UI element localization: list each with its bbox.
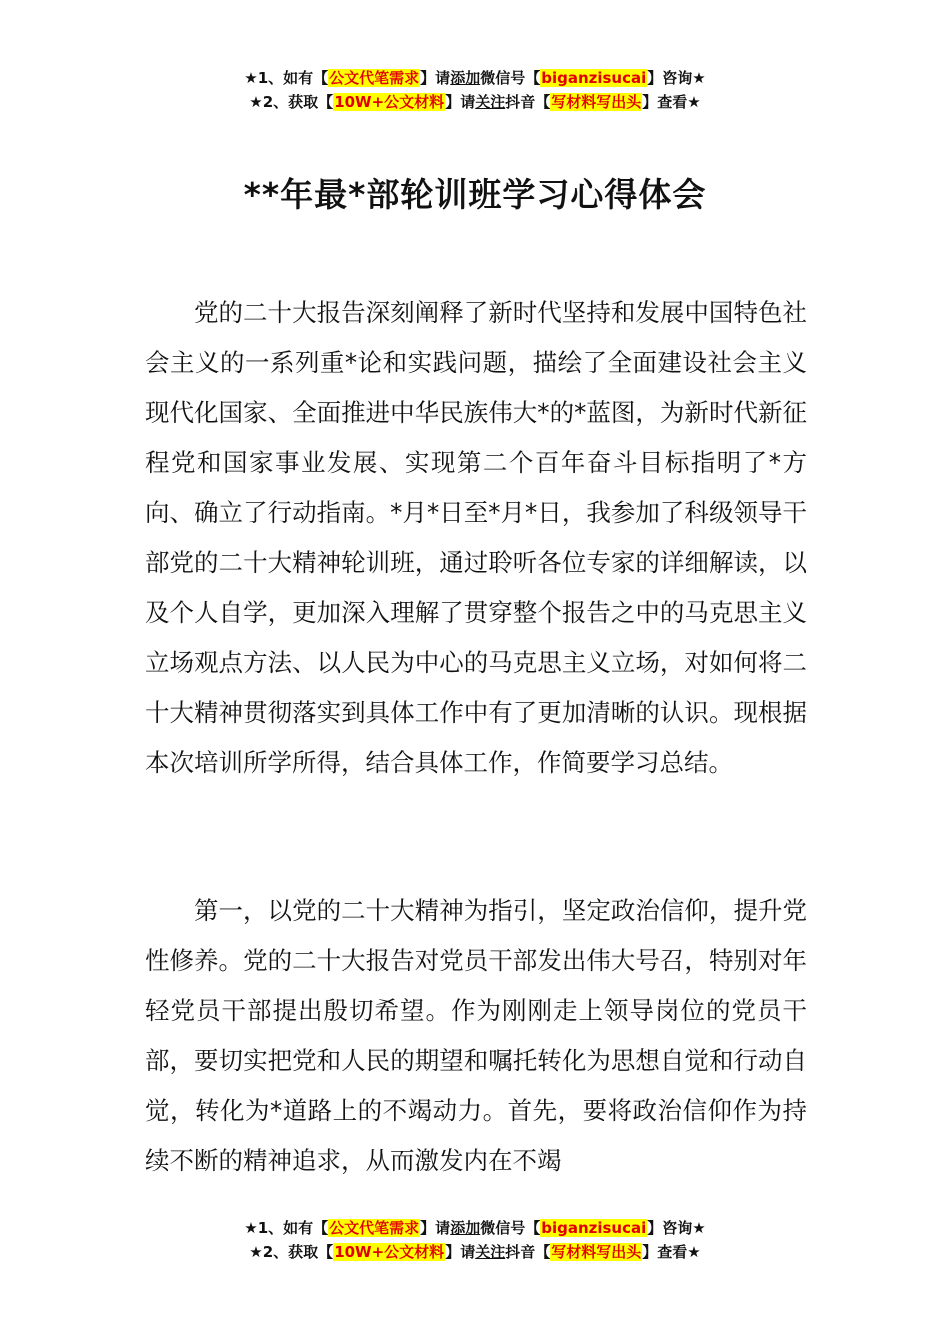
body-paragraph-1: 党的二十大报告深刻阐释了新时代坚持和发展中国特色社会主义的一系列重*论和实践问题，描绘了全面建设社会主义现代化国家、全面推进中华民族伟大*的*蓝图，为新时代新征程党和国家事业发展、实现第二个百年奋斗目标指明了*方向、确立了行动指南。*月*日至*月*日，我参加了科级领导干部党的二十大精神轮训班，通过聆听各位专家的详细解读，以及个人自学，更加深入理解了贯穿整个报告之中的马克思主义立场观点方法、以人民为中心的马克思主义立场，对如何将二十大精神贯彻落实到具体工作中有了更加清晰的认识。现根据本次培训所学所得，结合具体工作，作简要学习总结。: [145, 298, 807, 777]
header-promo: [0, 66, 950, 114]
promo-underlined: 关注: [475, 93, 506, 111]
promo-line-2: [0, 90, 950, 114]
promo-line-1: [0, 1216, 950, 1240]
body-paragraph-2: 第一，以党的二十大精神为指引，坚定政治信仰，提升党性修养。党的二十大报告对党员干部发出伟大号召，特别对年轻党员干部提出殷切希望。作为刚刚走上领导岗位的党员干部，要切实把党和人民的期望和嘱托转化为思想自觉和行动自觉，转化为*道路上的不竭动力。首先，要将政治信仰作为持续不断的精神追求，从而激发内在不竭: [145, 896, 807, 1175]
promo-highlight: 10W+公文材料: [334, 93, 445, 111]
promo-text: 】咨询★: [647, 69, 706, 87]
promo-text: 】咨询★: [647, 1219, 706, 1237]
footer-promo: [0, 1216, 950, 1264]
promo-line-2: [0, 1240, 950, 1264]
promo-underlined: 添加: [450, 1219, 481, 1237]
promo-text: 】查看★: [642, 93, 701, 111]
promo-text: 抖音【: [505, 1243, 551, 1261]
promo-text: ★1、如有【: [244, 69, 329, 87]
document-title: **年最*部轮训班学习心得体会: [243, 175, 707, 215]
promo-highlight-douyin: 写材料写出头: [551, 1243, 642, 1261]
promo-underlined: 添加: [450, 69, 481, 87]
promo-text: 微信号【: [480, 69, 541, 87]
promo-text: 】请: [420, 1219, 451, 1237]
promo-text: 】查看★: [642, 1243, 701, 1261]
promo-highlight-wechat: biganzisucai: [541, 69, 647, 87]
promo-underlined: 关注: [475, 1243, 506, 1261]
promo-text: 】请: [445, 93, 476, 111]
promo-highlight-douyin: 写材料写出头: [551, 93, 642, 111]
promo-text: 微信号【: [480, 1219, 541, 1237]
promo-highlight-wechat: biganzisucai: [541, 1219, 647, 1237]
promo-text: 抖音【: [505, 93, 551, 111]
promo-highlight: 公文代笔需求: [329, 69, 420, 87]
promo-text: ★2、获取【: [249, 1243, 334, 1261]
promo-line-1: [0, 66, 950, 90]
promo-highlight: 10W+公文材料: [334, 1243, 445, 1261]
promo-text: ★1、如有【: [244, 1219, 329, 1237]
promo-text: 】请: [445, 1243, 476, 1261]
promo-text: ★2、获取【: [249, 93, 334, 111]
promo-text: 】请: [420, 69, 451, 87]
promo-highlight: 公文代笔需求: [329, 1219, 420, 1237]
